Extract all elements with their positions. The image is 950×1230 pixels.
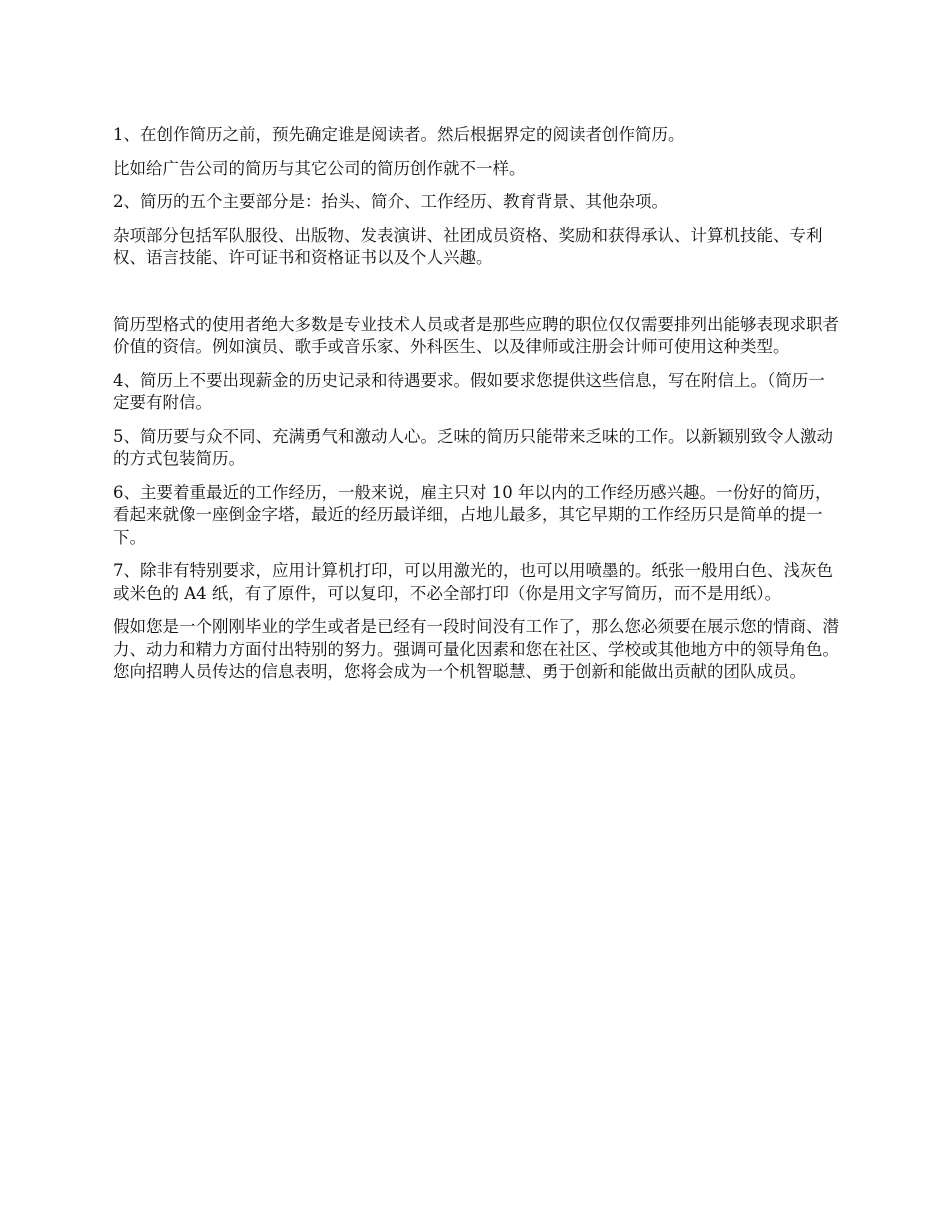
paragraph-2: 比如给广告公司的简历与其它公司的简历创作就不一样。 [113, 158, 526, 178]
paragraph-7: 5、简历要与众不同、充满勇气和激动人心。乏味的简历只能带来乏味的工作。以新颖别致令人激动的方式包装简历。 [113, 426, 833, 468]
document-body [113, 124, 841, 695]
paragraph-10: 假如您是一个刚刚毕业的学生或者是已经有一段时间没有工作了，那么您必须要在展示您的情商、潜力、动力和精力方面付出特别的努力。强调可量化因素和您在社区、学校或其他地方中的领导角色。您向招聘人员传达的信息表明，您将会成为一个机智聪慧、勇于创新和能做出贡献的团队成员。 [113, 617, 839, 681]
paragraph-6: 4、简历上不要出现薪金的历史记录和待遇要求。假如要求您提供这些信息，写在附信上。（简历一定要有附信。 [113, 370, 825, 412]
paragraph-1: 1、在创作简历之前，预先确定谁是阅读者。然后根据界定的阅读者创作简历。 [113, 125, 685, 144]
paragraph-9: 7、除非有特别要求，应用计算机打印，可以用激光的，也可以用喷墨的。纸张一般用白色、浅灰色或米色的 A4 纸，有了原件，可以复印，不必全部打印（你是用文字写简历，而不是用纸）。 [113, 561, 833, 603]
paragraph-3: 2、简历的五个主要部分是：抬头、简介、工作经历、教育背景、其他杂项。 [113, 192, 668, 211]
paragraph-5: 简历型格式的使用者绝大多数是专业技术人员或者是那些应聘的职位仅仅需要排列出能够表现求职者价值的资信。例如演员、歌手或音乐家、外科医生、以及律师或注册会计师可使用这种类型。 [113, 314, 839, 356]
paragraph-4: 杂项部分包括军队服役、出版物、发表演讲、社团成员资格、奖励和获得承认、计算机技能、专利权、语言技能、许可证书和资格证书以及个人兴趣。 [113, 225, 823, 267]
paragraph-8: 6、主要着重最近的工作经历，一般来说，雇主只对 10 年以内的工作经历感兴趣。一份好的简历，看起来就像一座倒金字塔，最近的经历最详细，占地儿最多，其它早期的工作经历只是简单的提一下。 [113, 482, 832, 547]
